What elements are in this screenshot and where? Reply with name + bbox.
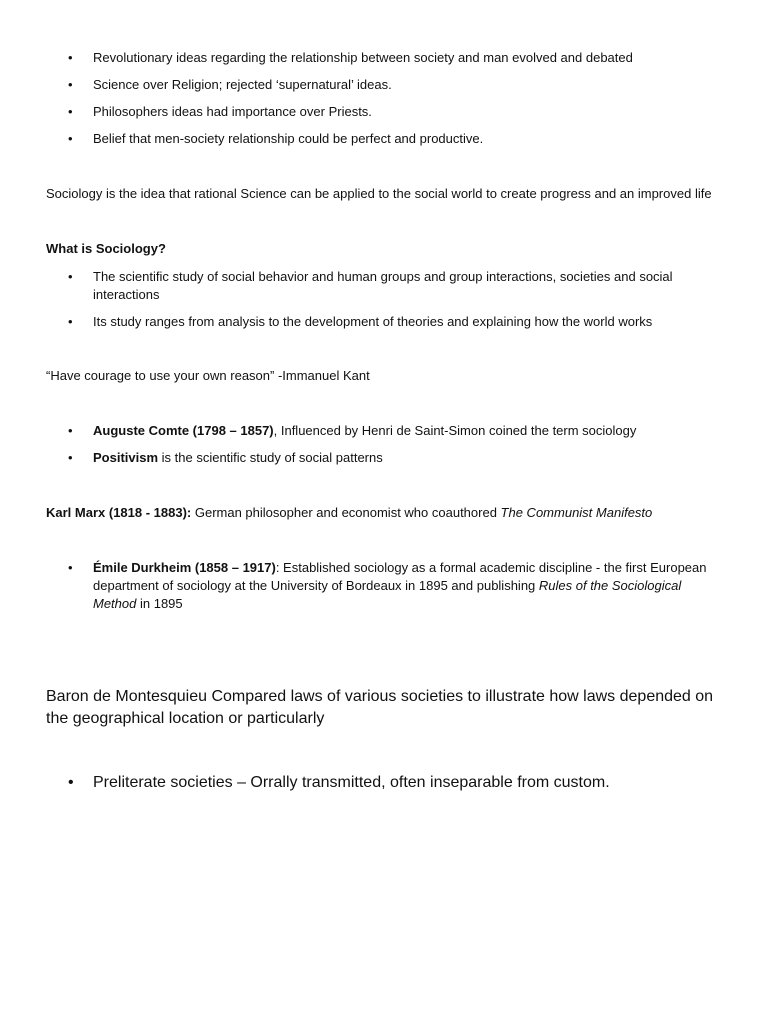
marx-name: Karl Marx (1818 - 1883): xyxy=(46,505,192,520)
marx-text: German philosopher and economist who coauthored xyxy=(191,505,501,520)
list-item-text: Its study ranges from analysis to the development of theories and explaining how the world works xyxy=(93,314,653,329)
preliterate-list xyxy=(0,772,768,794)
bullet-icon: • xyxy=(68,50,73,65)
list-item-text: Science over Religion; rejected ‘supernatural’ ideas. xyxy=(93,77,392,92)
bullet-icon: • xyxy=(68,314,73,329)
list-item xyxy=(0,449,768,467)
durkheim-name: Émile Durkheim (1858 – 1917) xyxy=(93,560,276,575)
heading-text: What is Sociology? xyxy=(46,241,166,256)
bullet-icon: • xyxy=(68,104,73,119)
list-item-text: Belief that men-society relationship could be perfect and productive. xyxy=(93,131,484,146)
durkheim-text: : Established sociology as a formal academic discipline - the first European department of sociology at the University of Bordeaux in 1895 and publishing xyxy=(93,560,707,593)
bullet-icon: • xyxy=(68,269,73,284)
bullet-icon: • xyxy=(68,131,73,146)
list-item xyxy=(0,49,768,67)
section-heading xyxy=(46,240,736,258)
comte-name: Auguste Comte (1798 – 1857) xyxy=(93,423,274,438)
list-item xyxy=(0,76,768,94)
list-item-text: Preliterate societies – Orrally transmitted, often inseparable from custom. xyxy=(93,774,610,791)
sociology-list xyxy=(0,268,768,331)
bullet-icon: • xyxy=(68,774,74,791)
durkheim-list xyxy=(0,559,768,613)
sociology-definition: Sociology is the idea that rational Science can be applied to the social world to create progress and an improved life xyxy=(46,186,712,201)
list-item-text: Revolutionary ideas regarding the relationship between society and man evolved and debated xyxy=(93,50,633,65)
positivism-term: Positivism xyxy=(93,450,159,465)
bullet-icon: • xyxy=(68,560,73,575)
comte-text: , Influenced by Henri de Saint-Simon coined the term sociology xyxy=(273,423,637,438)
list-item xyxy=(0,772,768,794)
durkheim-book: Rules of the Sociological Method xyxy=(93,578,682,611)
bullet-icon: • xyxy=(68,423,73,438)
founders-list xyxy=(0,422,768,467)
bullet-icon: • xyxy=(68,77,73,92)
list-item-text: Philosophers ideas had importance over Priests. xyxy=(93,104,372,119)
marx-book: The Communist Manifesto xyxy=(500,505,653,520)
list-item xyxy=(0,313,768,331)
montesquieu-paragraph: Baron de Montesquieu Compared laws of various societies to illustrate how laws depended on the geographical location or particularly xyxy=(46,688,714,727)
list-item-text: The scientific study of social behavior and human groups and group interactions, societies and social interactions xyxy=(93,269,673,302)
kant-quote: “Have courage to use your own reason” -Immanuel Kant xyxy=(46,368,370,383)
marx-paragraph xyxy=(46,504,736,522)
list-item xyxy=(0,422,768,440)
list-item xyxy=(0,559,768,613)
list-item xyxy=(0,268,768,304)
positivism-text: is the scientific study of social patterns xyxy=(158,450,383,465)
bullet-icon: • xyxy=(68,450,73,465)
list-item xyxy=(0,130,768,148)
list-item xyxy=(0,103,768,121)
enlightenment-list xyxy=(0,49,768,148)
durkheim-tail: in 1895 xyxy=(136,596,183,611)
